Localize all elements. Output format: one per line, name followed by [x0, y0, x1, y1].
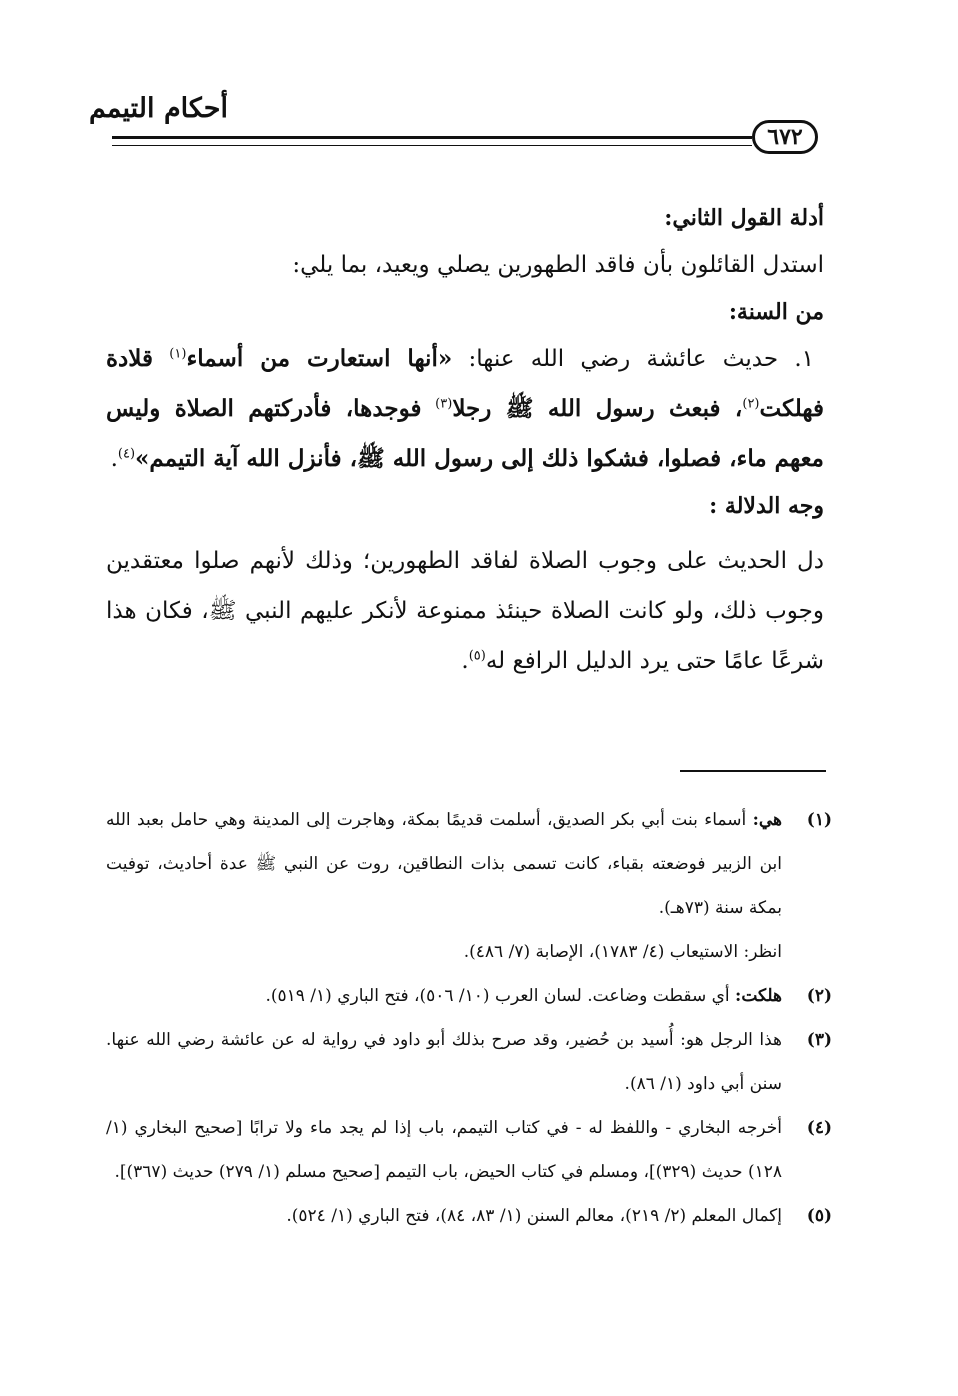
footnote-4 [106, 1106, 832, 1194]
running-header-title: أحكام التيمم [88, 93, 228, 124]
explanation-text: دل الحديث على وجوب الصلاة لفاقد الطهورين؛ وذلك لأنهم صلوا معتقدين وجوب ذلك، ولو كانت الصلاة حينئذ ممنوعة لأنكر عليهم النبي ﷺ، فكان هذا شرعًا عامًا حتى يرد الدليل الرافع له [106, 548, 824, 674]
footnote-ref-2[interactable]: (٢) [742, 396, 760, 412]
footnote-ref-4[interactable]: (٤) [117, 446, 136, 462]
intro-paragraph: استدل القائلون بأن فاقد الطهورين يصلي ويعيد، بما يلي: [292, 252, 824, 278]
footnote-text: أي سقطت وضاعت. لسان العرب (١٠/ ٥٠٦)، فتح الباري (١/ ٥١٩). [265, 986, 730, 1006]
header-rule [112, 136, 752, 146]
hadith-end: . [110, 446, 118, 472]
footnote-text: أسماء بنت أبي بكر الصديق، أسلمت قديمًا بمكة، وهاجرت إلى المدينة وهي حامل بعبد الله ابن الزبير فوضعته بقباء، كانت تسمى بذات النطاقين، روت عن النبي ﷺ عدة أحاديث، توفيت بمكة سنة (٧٣هـ). [106, 810, 782, 918]
hadith-text-part1: «أنها استعارت من أسماء [186, 345, 453, 372]
hadith-text-part2: قلادة فهلكت [106, 345, 824, 422]
footnote-number: (١) [806, 810, 832, 830]
footnote-text: أخرجه البخاري - واللفظ له - في كتاب التيمم، باب إذا لم يجد ماء ولا ترابًا [صحيح البخاري (١/ ١٢٨) حديث (٣٢٩)]، ومسلم في كتاب الحيض، باب التيمم [صحيح مسلم (١/ ٢٧٩) حديث (٣٦٧)]. [106, 1118, 782, 1182]
footnotes [106, 798, 832, 1238]
footnote-number: (٢) [806, 986, 832, 1006]
footnote-separator [680, 770, 826, 772]
hadith-paragraph [106, 334, 824, 484]
item-number: ١. [794, 346, 814, 372]
footnote-lead: هي: [752, 810, 783, 830]
section-heading-second-opinion: أدلة القول الثاني: [664, 205, 824, 231]
section-heading-evidence: وجه الدلالة : [709, 493, 824, 519]
footnote-ref-5[interactable]: (٥) [468, 648, 486, 664]
footnote-number: (٣) [806, 1030, 832, 1050]
footnote-text: هذا الرجل هو: أُسيد بن حُضير، وقد صرح بذلك أبو داود في رواية له عن عائشة رضي الله عنها. سنن أبي داود (١/ ٨٦). [106, 1030, 782, 1094]
explanation-paragraph [106, 536, 824, 686]
explanation-end: . [461, 648, 469, 674]
footnote-2 [106, 974, 832, 1018]
footnote-number: (٥) [806, 1206, 832, 1226]
footnote-1 [106, 798, 832, 930]
footnote-text: إكمال المعلم (٢/ ٢١٩)، معالم السنن (١/ ٨٣، ٨٤)، فتح الباري (١/ ٥٢٤). [286, 1206, 782, 1226]
footnote-lead: هلكت: [735, 986, 782, 1006]
hadith-text-part4: فوجدها، فأدركتهم الصلاة وليس معهم ماء، فصلوا، فشكوا ذلك إلى رسول الله ﷺ، فأنزل الله آية التيمم» [106, 395, 824, 472]
footnote-1-source: انظر: الاستيعاب (٤/ ١٧٨٣)، الإصابة (٧/ ٤٨٦). [463, 942, 782, 962]
footnote-number: (٤) [806, 1118, 832, 1138]
footnote-3 [106, 1018, 832, 1106]
hadith-lead: حديث عائشة رضي الله عنها: [468, 346, 779, 372]
main-text [106, 196, 824, 686]
footnote-ref-3[interactable]: (٣) [435, 396, 453, 412]
footnote-5 [106, 1194, 832, 1238]
footnote-ref-1[interactable]: (١) [169, 346, 187, 362]
hadith-text-part3: ، فبعث رسول الله ﷺ رجلا [452, 395, 743, 422]
section-heading-sunnah: من السنة: [728, 299, 824, 325]
page-number: ٦٧٢ [752, 120, 818, 154]
